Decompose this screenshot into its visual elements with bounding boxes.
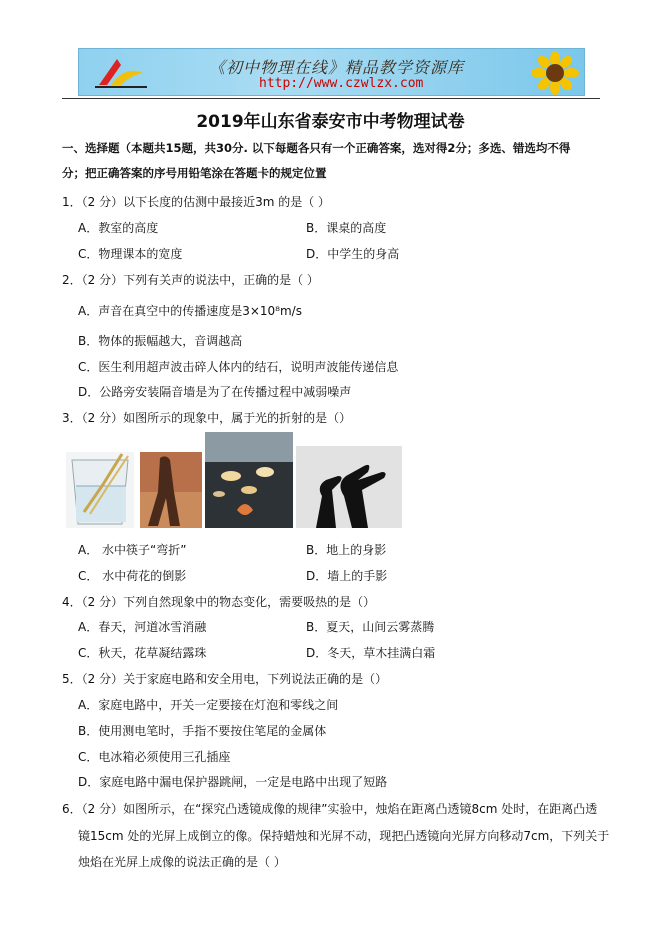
option-d: D．家庭电路中漏电保护器跳闸，一定是电路中出现了短路 (78, 775, 388, 789)
option-a: A．春天，河道冰雪消融 (78, 620, 207, 634)
question-stem: 5．（2 分）关于家庭电路和安全用电，下列说法正确的是（） (62, 672, 388, 686)
option-a: A． 水中筷子“弯折” (78, 543, 187, 557)
option-b: B．地上的身影 (306, 543, 387, 557)
option-b: B．课桌的高度 (306, 221, 387, 235)
section-heading-line2: 分；把正确答案的序号用铅笔涂在答题卡的规定位置 (62, 166, 327, 180)
option-b: B．物体的振幅越大，音调越高 (78, 334, 243, 348)
option-c: C． 水中荷花的倒影 (78, 569, 187, 583)
sunflower-icon (529, 51, 581, 95)
option-d: D．墙上的手影 (306, 569, 388, 583)
option-d: D．公路旁安装隔音墙是为了在传播过程中减弱噪声 (78, 385, 352, 399)
banner-url: http://www.czwlzx.com (259, 76, 424, 91)
header-banner (78, 48, 585, 96)
chopsticks-in-water-image (66, 452, 134, 528)
option-d: D．冬天，草木挂满白霜 (306, 646, 436, 660)
question-stem-line3: 烛焰在光屏上成像的说法正确的是（ ） (78, 855, 286, 869)
question-stem: 4．（2 分）下列自然现象中的物态变化，需要吸热的是（） (62, 595, 376, 609)
hand-shadow-image (296, 446, 402, 528)
option-c: C．秋天，花草凝结露珠 (78, 646, 207, 660)
option-b: B．夏天，山间云雾蒸腾 (306, 620, 435, 634)
question-stem: 1．（2 分）以下长度的估测中最接近3m 的是（ ） (62, 195, 331, 209)
section-heading-line1: 一、选择题（本题共15题，共30分. 以下每题各只有一个正确答案，选对得2分；多选、错选均不得 (62, 141, 571, 155)
option-c: C．电冰箱必须使用三孔插座 (78, 750, 231, 764)
banner-title: 《初中物理在线》精品教学资源库 (209, 58, 465, 77)
shadow-on-ground-image (140, 452, 202, 528)
question-stem: 3．（2 分）如图所示的现象中，属于光的折射的是（） (62, 411, 352, 425)
option-d: D．中学生的身高 (306, 247, 400, 261)
logo-icon (91, 55, 151, 91)
header-divider (62, 98, 600, 99)
option-a: A．家庭电路中，开关一定要接在灯泡和零线之间 (78, 698, 339, 712)
page-title: 2019年山东省泰安市中考物理试卷 (196, 112, 465, 132)
question-stem-line2: 镜15cm 处的光屏上成倒立的像。保持蜡烛和光屏不动，现把凸透镜向光屏方向移动7cm，下列关于 (78, 829, 610, 843)
option-a: A．声音在真空中的传播速度是3×10⁸m/s (78, 304, 302, 318)
option-c: C．物理课本的宽度 (78, 247, 183, 261)
question-stem: 2．（2 分）下列有关声的说法中，正确的是（ ） (62, 273, 319, 287)
option-c: C．医生利用超声波击碎人体内的结石，说明声波能传递信息 (78, 360, 399, 374)
option-b: B．使用测电笔时，手指不要按住笔尾的金属体 (78, 724, 327, 738)
question-stem-line1: 6．（2 分）如图所示，在“探究凸透镜成像的规律”实验中，烛焰在距离凸透镜8cm 处时，在距离凸透 (62, 802, 598, 816)
option-a: A．教室的高度 (78, 221, 159, 235)
lotus-reflection-image (205, 432, 293, 528)
